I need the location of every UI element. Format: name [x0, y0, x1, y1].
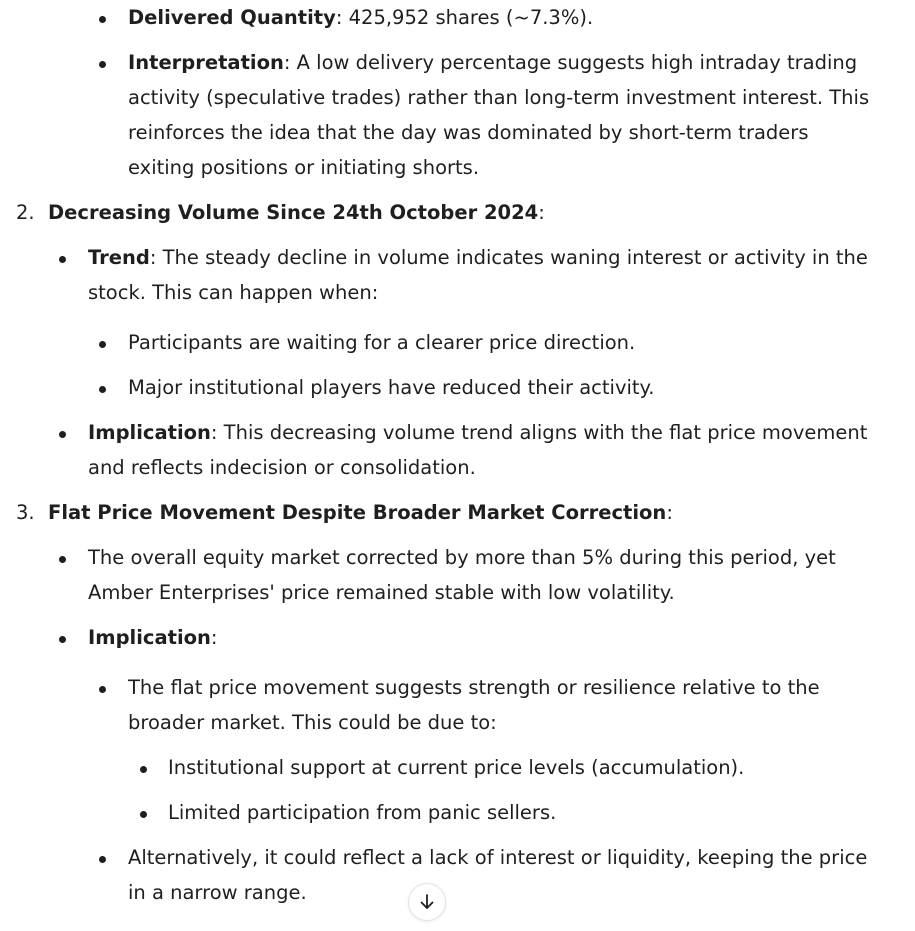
list-bullet — [99, 686, 106, 693]
section-heading — [48, 195, 545, 230]
section-title: Decreasing Volume Since 24th October 2024 — [48, 201, 539, 224]
list-item-text: : This decreasing volume trend aligns with the flat price movement — [210, 421, 868, 444]
list-item-implication — [88, 620, 217, 655]
scroll-to-bottom-button[interactable] — [408, 883, 446, 921]
list-item-text: : — [210, 626, 218, 649]
list-bullet — [140, 811, 147, 818]
list-item-text: Limited participation from panic sellers. — [168, 801, 557, 824]
list-number: 2. — [16, 201, 35, 224]
list-item-text: Institutional support at current price levels (accumulation). — [168, 756, 745, 779]
list-item-text: Alternatively, it could reflect a lack of interest or liquidity, keeping the price — [128, 846, 868, 869]
list-item-text: activity (speculative trades) rather than long-term investment interest. This — [128, 86, 870, 109]
list-item-text: The flat price movement suggests strength or resilience relative to the — [128, 676, 820, 699]
list-item-trend — [88, 240, 868, 275]
list-item-label: Delivered Quantity — [128, 6, 336, 29]
list-item-text: : The steady decline in volume indicates waning interest or activity in the — [149, 246, 868, 269]
list-bullet — [99, 341, 106, 348]
list-item-text: The overall equity market corrected by more than 5% during this period, yet — [88, 546, 836, 569]
list-bullet — [59, 431, 66, 438]
list-item-text: Major institutional players have reduced their activity. — [128, 376, 655, 399]
list-item-text: Amber Enterprises' price remained stable with low volatility. — [88, 581, 675, 604]
list-item-label: Trend — [88, 246, 150, 269]
arrow-down-icon — [418, 893, 436, 911]
list-item-text: Participants are waiting for a clearer price direction. — [128, 331, 636, 354]
list-bullet — [99, 16, 106, 23]
list-number: 3. — [16, 501, 35, 524]
list-bullet — [99, 61, 106, 68]
list-item-text: stock. This can happen when: — [88, 281, 379, 304]
list-item-label: Implication — [88, 626, 211, 649]
section-colon: : — [538, 201, 545, 224]
section-colon: : — [666, 501, 673, 524]
list-item-implication — [88, 415, 867, 450]
list-item-text: in a narrow range. — [128, 881, 307, 904]
list-item-text: : A low delivery percentage suggests high intraday trading — [283, 51, 858, 74]
list-item-text: : 425,952 shares (~7.3%). — [335, 6, 594, 29]
list-item-label: Interpretation — [128, 51, 284, 74]
list-item-text: exiting positions or initiating shorts. — [128, 156, 480, 179]
list-item-label: Implication — [88, 421, 211, 444]
list-bullet — [59, 256, 66, 263]
list-bullet — [59, 556, 66, 563]
list-item-text: and reflects indecision or consolidation. — [88, 456, 476, 479]
section-title: Flat Price Movement Despite Broader Market Correction — [48, 501, 667, 524]
list-bullet — [140, 766, 147, 773]
section-heading — [48, 495, 673, 530]
list-item-delivered — [128, 0, 593, 35]
list-item-text: broader market. This could be due to: — [128, 711, 497, 734]
list-item-interpretation — [128, 45, 857, 80]
list-item-text: reinforces the idea that the day was dominated by short-term traders — [128, 121, 809, 144]
list-bullet — [59, 636, 66, 643]
list-bullet — [99, 856, 106, 863]
list-bullet — [99, 386, 106, 393]
